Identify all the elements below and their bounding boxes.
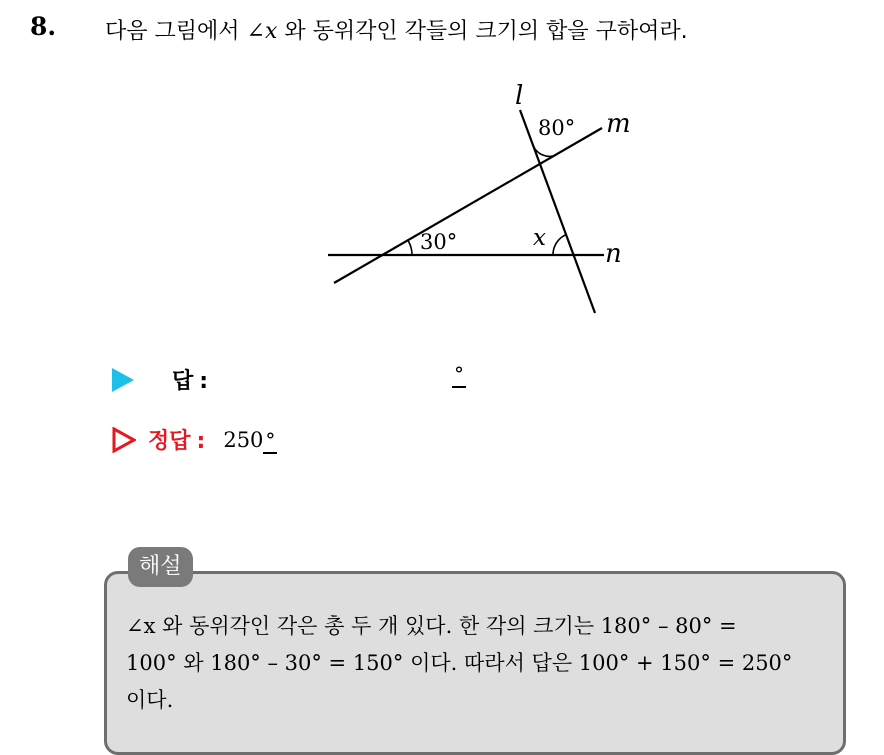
explanation-text bbox=[126, 608, 826, 719]
correct-value bbox=[223, 428, 277, 452]
correct-label bbox=[148, 424, 205, 455]
play-filled-icon bbox=[112, 368, 134, 392]
explanation-line-1: ∠x 와 동위각인 각은 총 두 개 있다. 한 각의 크기는 180° – 80° = bbox=[126, 614, 737, 638]
angle-x-symbol: ∠x bbox=[246, 19, 278, 44]
explanation-line-2: 100° 와 180° – 30° = 150° 이다. 따라서 답은 100° + 150° = 250° bbox=[126, 651, 793, 675]
answer-row bbox=[112, 364, 208, 395]
line-l-label: l bbox=[515, 81, 524, 111]
angle-30-label: 30° bbox=[420, 230, 458, 254]
line-m-label: m bbox=[606, 109, 631, 139]
correct-colon: : bbox=[196, 429, 206, 454]
play-outline-icon bbox=[112, 427, 136, 453]
explanation-line-3: 이다. bbox=[126, 688, 174, 712]
explanation-tab: 해설 bbox=[128, 547, 193, 587]
answer-blank: ° bbox=[454, 362, 464, 386]
line-m bbox=[334, 128, 602, 283]
question-text-post: 와 동위각인 각들의 크기의 합을 구하여라. bbox=[284, 19, 688, 44]
arc-30 bbox=[408, 241, 412, 255]
correct-unit: ° bbox=[265, 427, 276, 452]
geometry-figure bbox=[320, 78, 650, 323]
arc-x bbox=[553, 234, 567, 255]
correct-label-text: 정답 bbox=[148, 429, 191, 454]
angle-x-label: x bbox=[533, 225, 546, 251]
answer-colon: : bbox=[199, 369, 209, 394]
answer-label-text: 답 bbox=[172, 369, 194, 394]
line-l bbox=[520, 110, 595, 313]
correct-number: 250 bbox=[223, 427, 264, 452]
angle-80-label: 80° bbox=[538, 116, 576, 140]
correct-answer-row bbox=[112, 424, 277, 455]
answer-label bbox=[172, 364, 208, 395]
question-text bbox=[105, 14, 688, 45]
question-text-pre: 다음 그림에서 bbox=[105, 19, 240, 44]
line-n-label: n bbox=[605, 239, 622, 269]
question-number: 8. bbox=[30, 12, 57, 41]
